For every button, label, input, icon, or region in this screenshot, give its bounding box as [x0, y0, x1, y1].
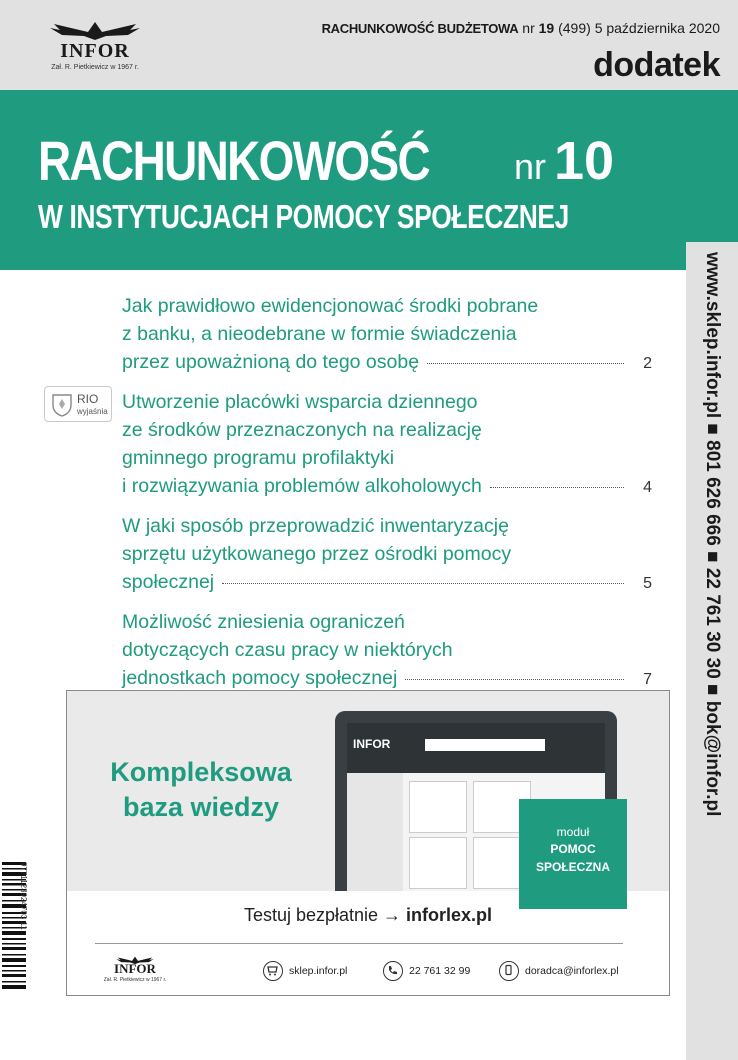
ad-infor-logo: [95, 955, 175, 987]
ad-headline-line: Kompleksowa: [110, 757, 292, 787]
toc-item[interactable]: [122, 292, 652, 378]
cta-text: Testuj bezpłatnie →: [243, 905, 402, 925]
ad-logo-text: INFOR: [114, 961, 156, 976]
toc-line: ze środków przeznaczonych na realizację: [122, 419, 482, 441]
issue-number: 19: [538, 20, 555, 36]
logo-text: INFOR: [60, 40, 130, 62]
cart-icon: [263, 961, 283, 981]
module-badge: [519, 799, 627, 909]
toc-item[interactable]: [122, 608, 652, 694]
ad-headline-line: baza wiedzy: [122, 792, 280, 822]
table-of-contents: [122, 292, 652, 704]
screen-logo: INFOR: [353, 737, 391, 751]
toc-line: Możliwość zniesienia ograniczeń: [122, 611, 405, 633]
rio-badge: [44, 386, 112, 422]
ad-cta[interactable]: [67, 905, 669, 926]
toc-line: dotyczących czasu pracy w niektórych: [122, 639, 453, 661]
ad-headline: [91, 755, 311, 825]
toc-item[interactable]: [122, 512, 652, 598]
module-name: POMOC: [550, 842, 596, 856]
banner-subtitle: W INSTYTUCJACH POMOCY SPOŁECZNEJ: [38, 198, 569, 235]
barcode: [2, 862, 38, 990]
contact-strip-text: www.sklep.infor.pl ■ 801 626 666 ■ 22 761 30 30 ■ bok@infor.pl: [702, 252, 723, 817]
rio-subtitle: wyjaśnia: [77, 407, 108, 416]
module-name: SPOŁECZNA: [535, 860, 610, 874]
nr-label: nr: [522, 20, 535, 36]
dot-leader: [405, 679, 624, 680]
toc-line: z banku, a nieodebrane w formie świadczenia: [122, 323, 517, 345]
toc-line: gminnego programu profilaktyki: [122, 447, 395, 469]
divider: [95, 943, 623, 944]
supplement-label: dodatek: [593, 46, 720, 84]
banner-nr-label: nr: [514, 146, 547, 187]
toc-line: jednostkach pomocy społecznej: [122, 667, 398, 689]
ad-visual: [67, 691, 669, 891]
email-contact[interactable]: [499, 961, 619, 981]
dot-leader: [427, 363, 624, 364]
toc-line: Utworzenie placówki wsparcia dziennego: [122, 391, 478, 413]
top-bar: [0, 0, 738, 90]
toc-page-number: 4: [643, 479, 652, 496]
module-label: moduł: [556, 825, 590, 839]
ad-logo-subtitle: Zał. R. Pietkiewicz w 1967 r.: [103, 977, 167, 983]
phone-icon: [383, 961, 403, 981]
phone-contact[interactable]: [383, 961, 470, 981]
toc-page-number: 7: [643, 671, 652, 688]
toc-page-number: 2: [643, 355, 652, 372]
barcode-number: 9771123924703 11: [19, 862, 28, 930]
toc-line: społecznej: [122, 571, 215, 593]
email-address[interactable]: doradca@inforlex.pl: [525, 965, 619, 977]
publication-name: RACHUNKOWOŚĆ BUDŻETOWA: [321, 21, 519, 36]
eagle-wings-icon: [48, 18, 142, 42]
rio-title: RIO: [77, 392, 99, 406]
crest-icon: [51, 393, 73, 417]
infor-logo: [36, 18, 154, 74]
inforlex-ad[interactable]: [66, 690, 670, 996]
shop-url[interactable]: sklep.infor.pl: [289, 965, 348, 977]
toc-line: i rozwiązywania problemów alkoholowych: [122, 475, 482, 497]
toc-item[interactable]: [122, 388, 652, 502]
issue-info: [322, 20, 720, 36]
toc-line: Jak prawidłowo ewidencjonować środki pobrane: [122, 295, 539, 317]
screen-search-bar: [425, 739, 545, 751]
dot-leader: [490, 487, 624, 488]
toc-line: sprzętu użytkowanego przez ośrodki pomocy: [122, 543, 512, 565]
contact-strip: [686, 242, 738, 1060]
screen-card: [409, 837, 467, 889]
banner-title: [38, 128, 615, 193]
main-title: RACHUNKOWOŚĆ: [38, 129, 430, 192]
logo-subtitle: Zał. R. Pietkiewicz w 1967 r.: [51, 64, 139, 71]
issue-total: (499): [558, 20, 591, 36]
issue-date: 5 października 2020: [594, 20, 720, 36]
toc-line: przez upoważnioną do tego osobę: [122, 351, 420, 373]
shop-contact[interactable]: [263, 961, 347, 981]
mobile-icon: [499, 961, 519, 981]
cta-link[interactable]: inforlex.pl: [406, 905, 493, 925]
title-banner: [0, 90, 738, 270]
toc-page-number: 5: [643, 575, 652, 592]
screen-sidebar: [347, 773, 403, 891]
screen-card: [409, 781, 467, 833]
banner-number: 10: [554, 131, 615, 191]
phone-number[interactable]: 22 761 32 99: [409, 965, 471, 977]
toc-line: W jaki sposób przeprowadzić inwentaryzację: [122, 515, 509, 537]
dot-leader: [222, 583, 624, 584]
